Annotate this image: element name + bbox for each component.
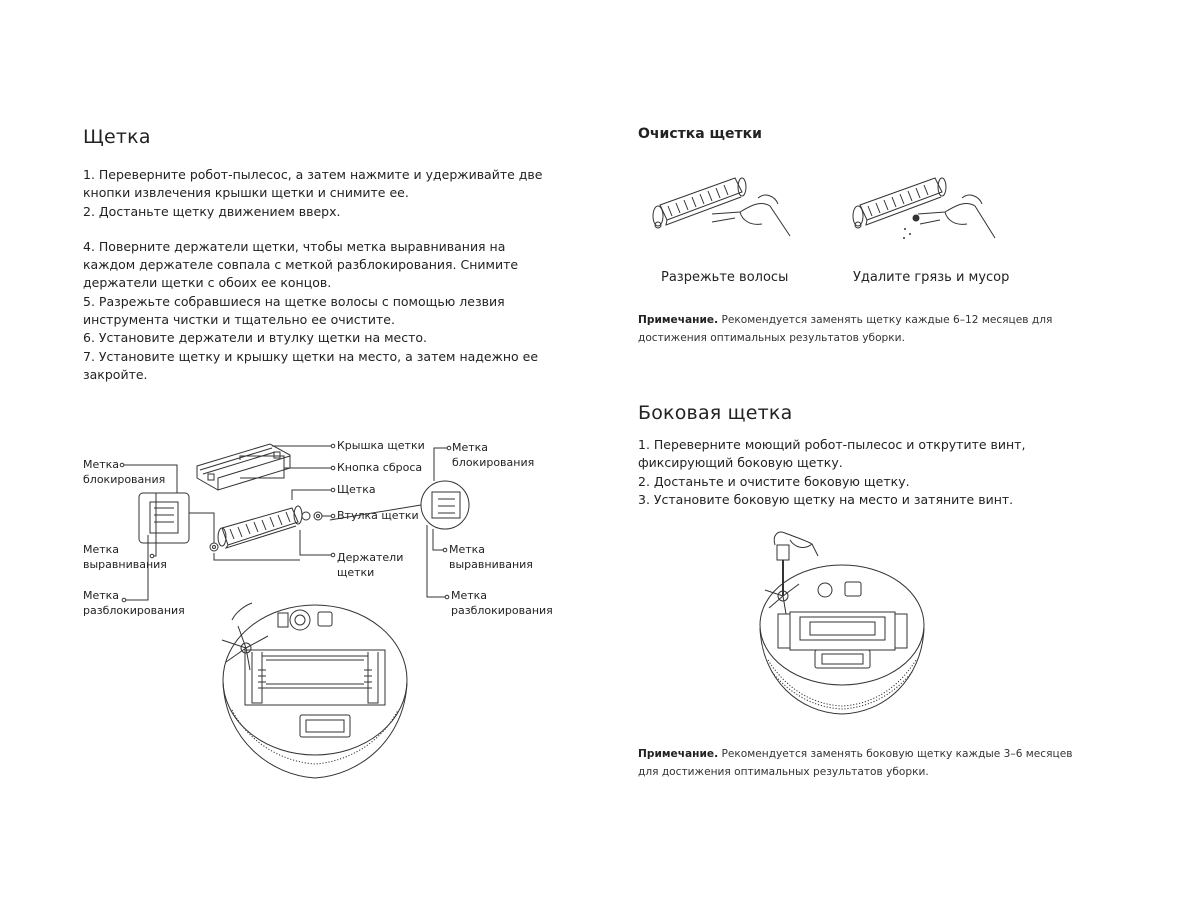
brush-section-title: Щетка (83, 126, 151, 148)
label-align-mark-right: Метка выравнивания (449, 543, 533, 571)
brush-steps (83, 166, 558, 384)
side-note-label: Примечание. (638, 748, 719, 760)
main-brush-illustration (218, 506, 302, 548)
label-brush: Щетка (337, 483, 376, 496)
brush-step-4: 4. Поверните держатели щетки, чтобы метка выравнивания на каждом держателе совпала с меткой разблокирования. Снимите держатели щетки с обоих ее концов. (83, 238, 519, 291)
brush-step-7: 7. Установите щетку и крышку щетки на место, а затем надежно ее закройте. (83, 348, 539, 382)
label-lock-mark-left: Метка блокирования (83, 458, 166, 486)
side-brush-section-title: Боковая щетка (638, 402, 793, 424)
cut-hair-illustration (653, 178, 790, 236)
remove-debris-illustration (853, 178, 995, 238)
side-brush-steps (638, 436, 1058, 509)
note-label: Примечание. (638, 314, 719, 326)
cleaning-section-title: Очистка щетки (638, 126, 762, 142)
side-note-text: Рекомендуется заменять боковую щетку каждые 3–6 месяцев для достижения оптимальных результатов уборки. (638, 748, 1073, 778)
brush-step-5: 5. Разрежьте собравшиеся на щетке волосы с помощью лезвия инструмента чистки и тщательно ее очистите. (83, 293, 505, 328)
robot-underside-illustration (222, 603, 407, 778)
side-brush-step-3: 3. Установите боковую щетку на место и затяните винт. (638, 491, 1014, 507)
brush-holder-illustration (210, 543, 218, 551)
brush-step-1: 1. Переверните робот-пылесос, а затем нажмите и удерживайте две кнопки извлечения крышки щетки и снимите ее. (83, 167, 543, 201)
label-lock-mark-right: Метка блокирования (452, 441, 535, 469)
brush-cover-illustration (197, 444, 290, 490)
label-align-mark-left: Метка выравнивания (83, 543, 167, 571)
side-brush-replacement-note (638, 746, 1088, 781)
side-brush-step-1: 1. Переверните моющий робот-пылесос и открутите винт, фиксирующий боковую щетку. (638, 437, 1026, 471)
caption-remove-debris: Удалите грязь и мусор (853, 270, 1010, 285)
label-brush-holders: Держатели щетки (337, 551, 404, 579)
label-release-button: Кнопка сброса (337, 461, 423, 474)
brush-sleeve-illustration (302, 512, 310, 520)
label-brush-cover: Крышка щетки (337, 439, 425, 452)
brush-replacement-note (638, 312, 1068, 347)
label-unlock-mark-right: Метка разблокирования (451, 589, 553, 617)
caption-cut-hair: Разрежьте волосы (661, 270, 789, 285)
brush-step-2: 2. Достаньте щетку движением вверх. (83, 203, 341, 219)
note-text: Рекомендуется заменять щетку каждые 6–12 месяцев для достижения оптимальных результатов уборки. (638, 314, 1053, 344)
label-unlock-mark-left: Метка разблокирования (83, 589, 185, 617)
side-brush-step-2: 2. Достаньте и очистите боковую щетку. (638, 473, 910, 489)
brush-step-6: 6. Установите держатели и втулку щетки на место. (83, 330, 427, 346)
label-brush-sleeve: Втулка щетки (337, 509, 419, 522)
